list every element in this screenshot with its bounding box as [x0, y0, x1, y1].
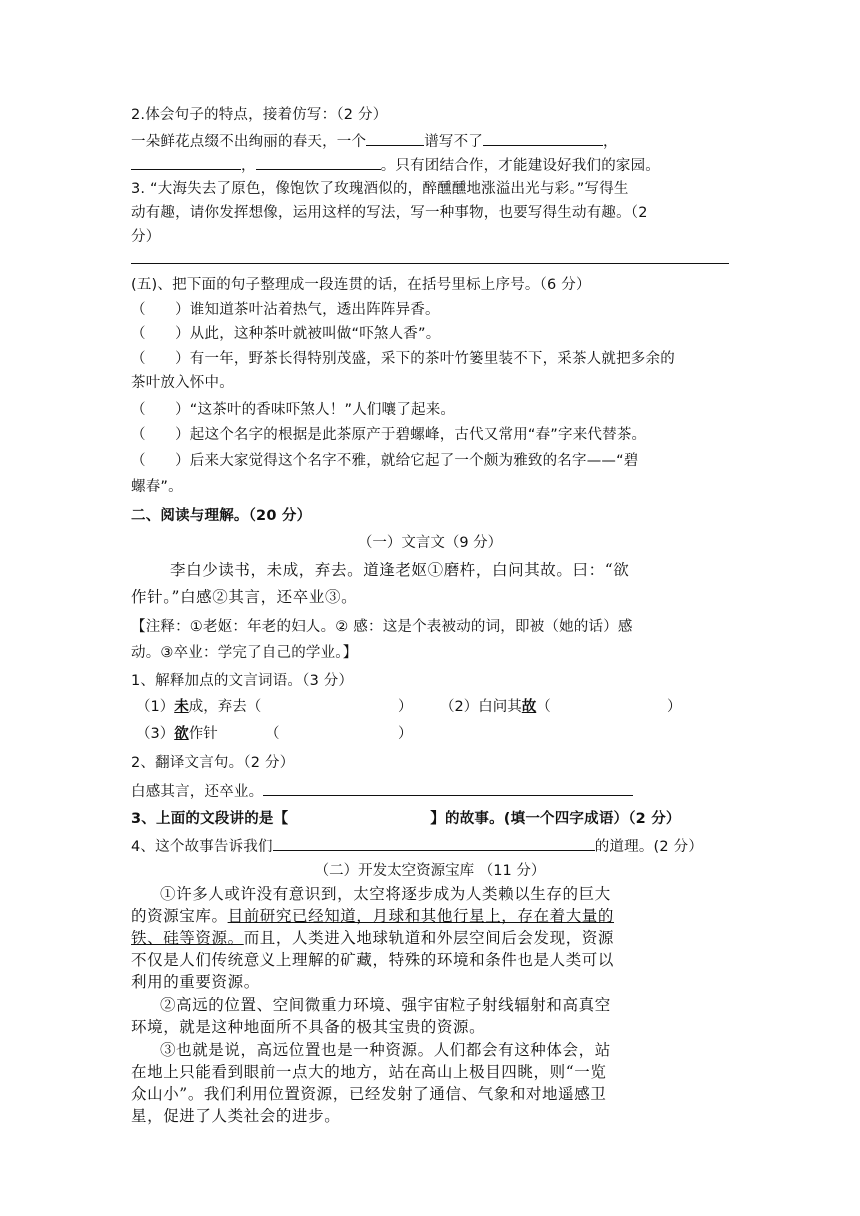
q2-blank-1[interactable] — [366, 131, 424, 146]
section5-item-2: （ ）从此，这种茶叶就被叫做“吓煞人香”。 — [131, 326, 441, 342]
section5-item-6-cont: 螺春”。 — [131, 479, 183, 495]
q3-line3: 分） — [131, 229, 161, 245]
q3-line2: 动有趣，请你发挥想像，运用这样的写法，写一种事物，也要写得生动有趣。（2 — [131, 205, 648, 221]
q3-line1: 3. “大海失去了原色，像饱饮了玫瑰酒似的，醉醺醺地涨溢出光与彩。”写得生 — [131, 181, 629, 197]
q2t-text: 白感其言，还卒业。 — [131, 784, 264, 800]
q1-a-close: ） — [398, 699, 413, 715]
p3-line4: 星，促进了人类社会的进步。 — [131, 1107, 341, 1125]
q1-a-prefix: （1） — [136, 699, 175, 715]
q1-c-close: ） — [398, 726, 413, 742]
q2t-answer-blank[interactable] — [263, 781, 633, 796]
section5-item-1: （ ）谁知道茶叶沾着热气，透出阵阵异香。 — [131, 302, 440, 318]
p1-line4: 不仅是人们传统意义上理解的矿藏，特殊的环境和条件也是人类可以 — [131, 951, 615, 969]
q3-answer-line[interactable] — [131, 263, 729, 264]
section5-item-5: （ ）起这个名字的根据是此茶原产于碧螺峰，古代又常用“春”字来代替茶。 — [131, 427, 647, 443]
p1-underlined-2: 铁、硅等资源。 — [131, 929, 244, 947]
q2t-title: 2、翻译文言句。（2 分） — [131, 755, 295, 771]
section5-item-3: （ ）有一年，野茶长得特别茂盛，采下的茶叶竹篓里装不下，采茶人就把多余的 — [131, 351, 675, 367]
q1-c-word: 欲 — [174, 726, 189, 742]
q2-title: 2.体会句子的特点，接着仿写：（2 分） — [131, 107, 388, 123]
q2-line2-b: 。只有团结合作，才能建设好我们的家园。 — [380, 158, 661, 174]
section5-item-4: （ ）“这茶叶的香味吓煞人！”人们嚷了起来。 — [131, 402, 456, 418]
q2-line1 — [131, 131, 618, 152]
q2-line1-a: 一朵鲜花点缀不出绚丽的春天，一个 — [131, 134, 367, 150]
p2-line1: ②高远的位置、空间微重力环境、强宇宙粒子射线辐射和高真空 — [160, 996, 611, 1014]
q1-c-suffix: 作针 — [188, 726, 218, 742]
q3t-suffix: 】的故事。(填一个四字成语）（2 分） — [430, 811, 681, 827]
p1-line2-a: 的资源宝库。 — [131, 907, 228, 925]
q4t-suffix: 的道理。(2 分） — [594, 839, 704, 855]
note-line2: 动。③卒业：学完了自己的学业。】 — [131, 645, 358, 661]
p1-line3 — [131, 928, 614, 948]
section5-title: (五)、把下面的句子整理成一段连贯的话，在括号里标上序号。（6 分） — [131, 277, 591, 293]
q1-b-close: ） — [667, 699, 682, 715]
sub1-title: （一）文言文（9 分） — [357, 535, 503, 551]
q2-line1-c: ， — [603, 134, 618, 150]
note-line1: 【注释：①老妪：年老的妇人。② 感：这是个表被动的词，即被（她的话）感 — [131, 619, 633, 635]
q2-blank-2[interactable] — [483, 131, 603, 146]
q1-a — [136, 697, 261, 717]
p1-line1: ①许多人或许没有意识到，太空将逐步成为人类赖以生存的巨大 — [160, 885, 611, 903]
q1-c-open: （ — [265, 726, 280, 742]
q1-b-word: 故 — [521, 699, 537, 715]
q1-a-open: 成，弃去（ — [188, 699, 262, 715]
q4t-line — [131, 836, 703, 857]
sub2-title: （二）开发太空资源宝库 （11 分） — [314, 863, 546, 879]
classical-line2: 作针。”白感②其言，还卒业③。 — [131, 588, 358, 606]
q1-c — [136, 724, 218, 744]
p1-underlined-1: 目前研究已经知道，月球和其他行星上，存在着大量的 — [227, 907, 615, 925]
p3-line2: 在地上只能看到眼前一点大的地方，站在高山上极目四眺，则“一览 — [131, 1063, 607, 1081]
q4t-prefix: 4、这个故事告诉我们 — [131, 839, 273, 855]
p1-line5: 利用的重要资源。 — [131, 973, 260, 991]
q2-blank-3[interactable] — [131, 155, 241, 170]
q2t-line — [131, 781, 633, 802]
q1-b-open: （ — [536, 699, 551, 715]
q1-b — [440, 697, 551, 717]
p1-line2 — [131, 906, 614, 926]
q1-title: 1、解释加点的文言词语。（3 分） — [131, 673, 354, 689]
p3-line3: 众山小”。我们利用位置资源，已经发射了通信、气象和对地遥感卫 — [131, 1085, 607, 1103]
q2-blank-4[interactable] — [256, 155, 381, 170]
q3t-line — [131, 809, 681, 829]
q2-line2 — [131, 155, 660, 176]
q4t-answer-blank[interactable] — [273, 836, 595, 851]
q1-a-word: 未 — [174, 699, 189, 715]
part2-title: 二、阅读与理解。（20 分） — [131, 508, 312, 524]
q2-line2-a: ， — [241, 158, 256, 174]
section5-item-3-cont: 茶叶放入怀中。 — [131, 375, 234, 391]
p1-line3-b: 而且，人类进入地球轨道和外层空间后会发现，资源 — [243, 929, 615, 947]
q1-c-prefix: （3） — [136, 726, 175, 742]
q3t-prefix: 3、上面的文段讲的是【 — [131, 811, 289, 827]
p2-line2: 环境，就是这种地面所不具备的极其宝贵的资源。 — [131, 1018, 486, 1036]
classical-line1: 李白少读书，未成，弃去。道逢老妪①磨杵，白问其故。曰：“欲 — [170, 561, 630, 579]
q1-b-prefix: （2）白问其 — [440, 699, 522, 715]
section5-item-6: （ ）后来大家觉得这个名字不雅，就给它起了一个颇为雅致的名字——“碧 — [131, 453, 639, 469]
q2-line1-b: 谱写不了 — [424, 134, 484, 150]
p3-line1: ③也就是说，高远位置也是一种资源。人们都会有这种体会，站 — [160, 1041, 611, 1059]
